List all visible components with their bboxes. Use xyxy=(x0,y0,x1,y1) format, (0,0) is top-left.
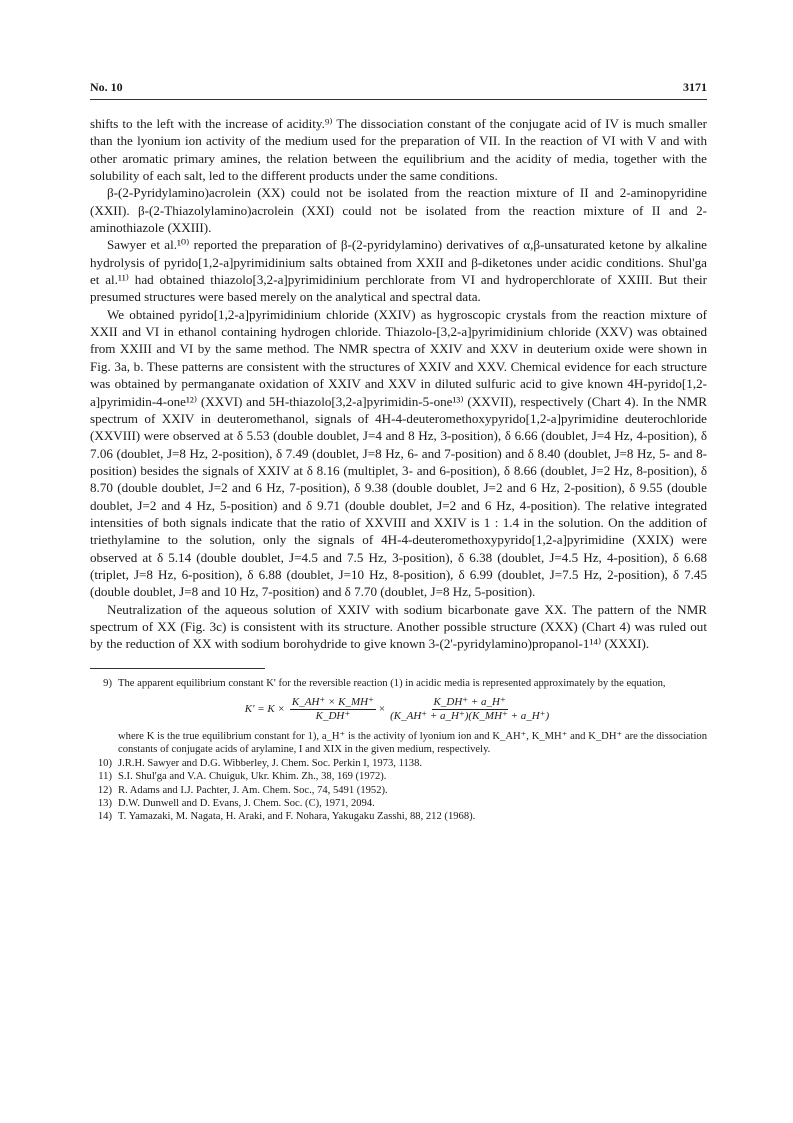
reference-number: 13) xyxy=(97,797,112,809)
reference-number: 12) xyxy=(97,784,112,796)
footnote-9 xyxy=(90,677,707,690)
footnote-number: 9) xyxy=(103,677,112,689)
fraction-numerator: K_DH⁺ + a_H⁺ xyxy=(432,696,508,710)
reference xyxy=(90,757,707,770)
reference xyxy=(90,797,707,810)
footnote-continuation: where K is the true equilibrium constant for 1), a_H⁺ is the activity of lyonium ion and K_AH⁺, K_MH⁺ and K_DH⁺ are the dissociation constants of conjugate acids of arylamine, I and XIX in the given medium, respectively. xyxy=(118,730,707,756)
paragraph: Sawyer et al.¹⁰⁾ reported the preparation of β-(2-pyridylamino) derivatives of α,β-unsaturated ketone by alkaline hydrolysis of pyrido[1,2-a]pyrimidinium salts obtained from XXII and β-diketones under acidic conditions. Shul'ga et al.¹¹⁾ had obtained thiazolo[3,2-a]pyrimidinium perchlorate from VI and hydroperchlorate of XXIII. But their presumed structures were based merely on the analytical and spectral data. xyxy=(90,237,707,305)
reference xyxy=(90,810,707,823)
reference xyxy=(90,784,707,797)
fraction-denominator: K_DH⁺ xyxy=(315,710,351,723)
paragraph: shifts to the left with the increase of acidity.⁹⁾ The dissociation constant of the conjugate acid of IV is much smaller than the lyonium ion activity of the medium used for the preparation of VII. In the reaction of VI with V and with other aromatic primary amines, the relation between the equilibrium and the acidity of media, together with the solubility of each salt, led to the different products under the same conditions. xyxy=(90,116,707,184)
reference-text: T. Yamazaki, M. Nagata, H. Araki, and F. Nohara, Yakugaku Zasshi, 88, 212 (1968). xyxy=(118,811,476,823)
times-sign: × xyxy=(378,703,386,716)
fraction-denominator: (K_AH⁺ + a_H⁺)(K_MH⁺ + a_H⁺) xyxy=(390,710,550,723)
fraction xyxy=(388,696,551,724)
page-header xyxy=(90,80,707,100)
equation xyxy=(90,696,707,724)
reference-text: R. Adams and I.J. Pachter, J. Am. Chem. Soc., 74, 5491 (1952). xyxy=(118,784,388,796)
reference-text: D.W. Dunwell and D. Evans, J. Chem. Soc. (C), 1971, 2094. xyxy=(118,797,375,809)
body-text xyxy=(90,115,707,653)
page-number: 3171 xyxy=(683,80,707,94)
paragraph: β-(2-Pyridylamino)acrolein (XX) could not be isolated from the reaction mixture of II and 2-aminopyridine (XXII). β-(2-Thiazolylamino)acrolein (XXI) could not be isolated from the reaction mixture of II and 2-aminothiazole (XXIII). xyxy=(90,185,707,236)
reference-number: 14) xyxy=(97,811,112,823)
reference-text: J.R.H. Sawyer and D.G. Wibberley, J. Chem. Soc. Perkin I, 1973, 1138. xyxy=(118,757,423,769)
equation-lhs: K' = K × xyxy=(244,703,285,716)
reference-number: 10) xyxy=(97,757,112,769)
footnotes xyxy=(90,677,707,824)
fraction xyxy=(290,696,376,724)
issue-number: No. 10 xyxy=(90,80,123,94)
journal-page xyxy=(90,80,707,824)
footnote-text: The apparent equilibrium constant K' for the reversible reaction (1) in acidic media is represented approximately by the equation, xyxy=(118,677,666,689)
reference-number: 11) xyxy=(98,771,112,783)
fraction-numerator: K_AH⁺ × K_MH⁺ xyxy=(290,696,376,710)
reference xyxy=(90,770,707,783)
reference-text: S.I. Shul'ga and V.A. Chuiguk, Ukr. Khim. Zh., 38, 169 (1972). xyxy=(118,771,387,783)
paragraph: Neutralization of the aqueous solution of XXIV with sodium bicarbonate gave XX. The pattern of the NMR spectrum of XX (Fig. 3c) is consistent with its structure. Another possible structure (XXX) (Chart 4) was ruled out by the reduction of XX with sodium borohydride to give known 3-(2'-pyridylamino)propanol-1¹⁴⁾ (XXXI). xyxy=(90,601,707,652)
footnote-divider xyxy=(90,668,265,669)
paragraph: We obtained pyrido[1,2-a]pyrimidinium chloride (XXIV) as hygroscopic crystals from the reaction mixture of XXII and VI in ethanol containing hydrogen chloride. Thiazolo-[3,2-a]pyrimidinium chloride (XXV) was obtained from XXIII and VI by the same method. The NMR spectra of XXIV and XXV in deuterium oxide were shown in Fig. 3a, b. These patterns are consistent with the structures of XXIV and XXV. Chemical evidence for each structure was obtained by permanganate oxidation of XXIV and XXV in diluted sulfuric acid to give known 4H-pyrido[1,2-a]pyrimidin-4-one¹²⁾ (XXVI) and 5H-thiazolo[3,2-a]pyrimidin-5-one¹³⁾ (XXVII), respectively (Chart 4). In the NMR spectrum of XXIV in deuteromethanol, signals of 4H-4-deuteromethoxypyrido[1,2-a]pyrimidine deuterochloride (XXVIII) were observed at δ 5.53 (double doublet, J=4 and 8 Hz, 3-position), δ 6.66 (doublet, J=4 Hz, 4-position), δ 7.06 (doublet, J=8 Hz, 2-position), δ 7.49 (doublet, J=8 Hz, 6- and 7-position) and δ 8.40 (doublet, J=8 Hz, 5- and 8-position) besides the signals of XXIV at δ 8.16 (multiplet, 3- and 6-position), δ 8.66 (doublet, J=2 Hz, 8-position), δ 8.70 (double doublet, J=2 and 6 Hz, 7-position), δ 9.38 (double doublet, J=2 and 6 Hz, 2-position), δ 9.55 (double doublet, J=2 and 4 Hz, 5-position) and δ 9.71 (double doublet, J=2 and 6 Hz, 4-position). The relative integrated intensities of both signals indicate that the ratio of XXVIII and XXIV is 1 : 1.4 in the solution. On the addition of triethylamine to the solution, only the signals of 4H-4-deuteromethoxypyrido[1,2-a]pyrimidine (XXIX) were observed at δ 5.14 (double doublet, J=4.5 and 7.5 Hz, 3-position), δ 6.38 (doublet, J=4.5 Hz, 4-position), δ 6.68 (triplet, J=8 Hz, 6-position), δ 6.88 (doublet, J=10 Hz, 8-position), δ 6.99 (doublet, J=7.5 Hz, 2-position), δ 7.45 (double doublet, J=8 and 10 Hz, 7-position) and δ 7.70 (doublet, J=8 Hz, 5-position). xyxy=(90,306,707,600)
